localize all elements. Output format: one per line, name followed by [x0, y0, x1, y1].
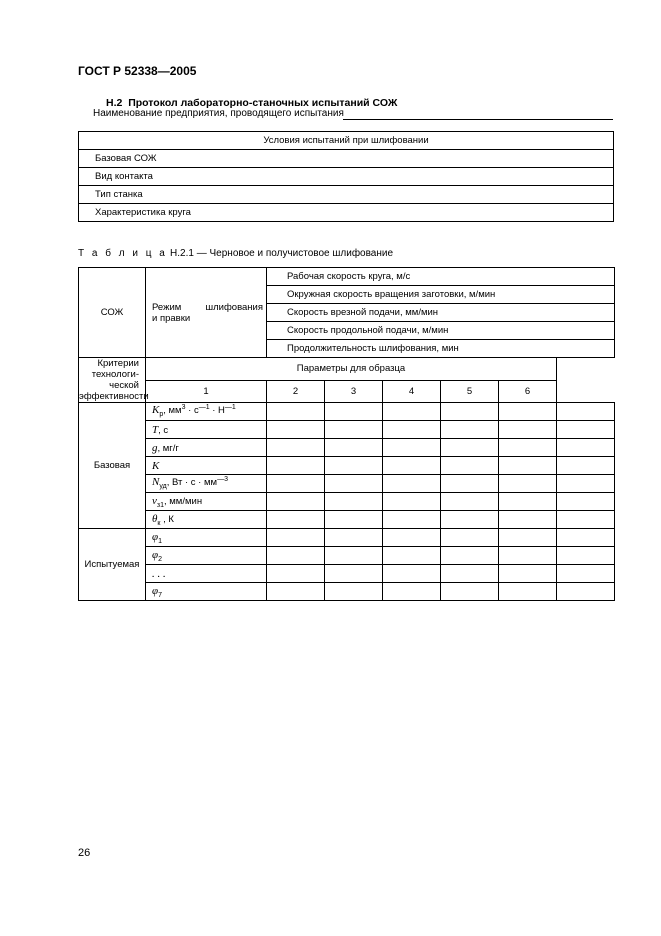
- value-cell: [441, 547, 499, 565]
- parameter-sym: φ: [152, 548, 159, 561]
- value-cell: [441, 439, 499, 457]
- value-cell: [441, 511, 499, 529]
- value-cell: [267, 403, 325, 421]
- parameter-cell: [146, 457, 267, 475]
- criteria-header: [79, 358, 149, 403]
- parameter-sub: з1: [156, 501, 164, 509]
- value-cell: [557, 457, 615, 475]
- value-cell: [499, 511, 557, 529]
- parameter-rest3: · Н: [209, 405, 225, 417]
- parameter-cell: [146, 403, 267, 421]
- value-cell: [441, 493, 499, 511]
- value-cell: [557, 475, 615, 493]
- value-cell: [499, 547, 557, 565]
- value-cell: [557, 439, 615, 457]
- parameter-sym: K: [152, 404, 160, 417]
- parameter-sub: уд: [159, 483, 167, 491]
- mode-param: Окружная скорость вращения заготовки, м/мин: [267, 286, 615, 304]
- parameter-sup1: —3: [217, 476, 228, 484]
- parameter-sup3: —1: [224, 404, 236, 412]
- table-row: [79, 583, 615, 601]
- value-cell: [325, 457, 383, 475]
- value-cell: [325, 583, 383, 601]
- value-cell: [557, 583, 615, 601]
- parameter-cell: [146, 547, 267, 565]
- parameter-sym: T: [152, 423, 159, 436]
- value-cell: [383, 565, 441, 583]
- parameter-cell: [146, 421, 267, 439]
- value-cell: [325, 475, 383, 493]
- section-number: Н.2: [106, 97, 123, 109]
- mode-param: Продолжительность шлифования, мин: [267, 340, 615, 358]
- condition-row: Базовая СОЖ: [79, 150, 614, 168]
- mode-label-word: Режим: [152, 301, 182, 313]
- parameter-cell: [146, 529, 267, 547]
- value-cell: [499, 493, 557, 511]
- value-cell: [499, 529, 557, 547]
- section-name: Протокол лабораторно-станочных испытаний СОЖ: [128, 97, 398, 109]
- conditions-heading: Условия испытаний при шлифовании: [79, 132, 614, 150]
- value-cell: [267, 421, 325, 439]
- value-cell: [557, 565, 615, 583]
- value-cell: [325, 547, 383, 565]
- parameter-sym: φ: [152, 584, 159, 597]
- table-row: [79, 403, 615, 421]
- mode-param: Рабочая скорость круга, м/с: [267, 268, 615, 286]
- value-cell: [325, 511, 383, 529]
- value-cell: [267, 493, 325, 511]
- page-number: 26: [78, 847, 91, 859]
- parameter-sym: N: [152, 476, 160, 489]
- sample-number: 5: [441, 380, 499, 403]
- value-cell: [325, 403, 383, 421]
- parameter-sup1: 3: [181, 404, 186, 412]
- value-cell: [267, 475, 325, 493]
- sample-number: 2: [267, 380, 325, 403]
- value-cell: [383, 403, 441, 421]
- value-cell: [557, 421, 615, 439]
- value-cell: [325, 493, 383, 511]
- parameter-rest: , мм/мин: [164, 495, 203, 507]
- value-cell: [383, 439, 441, 457]
- parameter-rest: , Вт · с · мм: [166, 477, 218, 489]
- value-cell: [441, 529, 499, 547]
- parameter-rest: , мг/г: [157, 442, 179, 454]
- value-cell: [557, 529, 615, 547]
- table-row: [79, 529, 615, 547]
- caption-text: Н.2.1 — Черновое и получистовое шлифование: [167, 248, 394, 259]
- value-cell: [325, 439, 383, 457]
- organization-fill-line: [343, 119, 613, 120]
- parameter-rest: , с: [158, 424, 169, 436]
- mode-param: Скорость врезной подачи, мм/мин: [267, 304, 615, 322]
- parameter-sym: . . .: [152, 567, 166, 580]
- sample-number: 3: [325, 380, 383, 403]
- parameter-sub: 1: [158, 537, 162, 545]
- value-cell: [499, 475, 557, 493]
- table-row: [79, 565, 615, 583]
- table-row: [79, 493, 615, 511]
- value-cell: [325, 529, 383, 547]
- value-cell: [267, 511, 325, 529]
- caption-prefix: Т а б л и ц а: [78, 248, 168, 259]
- mode-header: [146, 268, 267, 358]
- test-group-label: Испытуемая: [79, 529, 146, 601]
- table-row: [79, 511, 615, 529]
- parameter-sub: р: [159, 411, 164, 419]
- mode-label-word: шлифования: [205, 301, 263, 313]
- value-cell: [499, 565, 557, 583]
- document-header: ГОСТ Р 52338—2005: [78, 64, 197, 78]
- value-cell: [267, 565, 325, 583]
- table-row: [79, 547, 615, 565]
- parameter-sym: v: [152, 494, 157, 507]
- organization-label: Наименование предприятия, проводящего испытания: [93, 108, 344, 119]
- table-row: [79, 457, 615, 475]
- parameter-cell: [146, 565, 267, 583]
- value-cell: [441, 583, 499, 601]
- value-cell: [499, 457, 557, 475]
- sample-number: 1: [146, 380, 267, 403]
- parameter-cell: [146, 511, 267, 529]
- conditions-table: [78, 131, 614, 222]
- value-cell: [383, 529, 441, 547]
- value-cell: [383, 475, 441, 493]
- criteria-label: Критерии технологи-: [91, 358, 139, 380]
- parameter-sym: g: [152, 441, 158, 454]
- parameter-sym: K: [152, 459, 160, 472]
- table-row: [79, 421, 615, 439]
- parameter-cell: [146, 583, 267, 601]
- value-cell: [441, 457, 499, 475]
- table-row: [79, 475, 615, 493]
- value-cell: [499, 403, 557, 421]
- value-cell: [499, 421, 557, 439]
- base-group-label: Базовая: [79, 403, 146, 529]
- parameter-cell: [146, 493, 267, 511]
- mode-param: Скорость продольной подачи, м/мин: [267, 322, 615, 340]
- mode-label-word: и правки: [152, 312, 191, 324]
- parameter-rest: , К: [160, 513, 174, 525]
- value-cell: [267, 439, 325, 457]
- value-cell: [557, 547, 615, 565]
- value-cell: [267, 547, 325, 565]
- parameter-rest2: · с: [185, 405, 199, 417]
- parameter-sub: 2: [158, 555, 162, 563]
- value-cell: [383, 493, 441, 511]
- value-cell: [499, 439, 557, 457]
- value-cell: [383, 511, 441, 529]
- sample-number: 6: [499, 380, 557, 403]
- parameter-sym: φ: [152, 530, 159, 543]
- value-cell: [557, 403, 615, 421]
- value-cell: [267, 529, 325, 547]
- parameter-sub: 7: [158, 591, 162, 599]
- value-cell: [557, 511, 615, 529]
- grinding-table: [78, 267, 615, 601]
- table-row: [79, 439, 615, 457]
- condition-row: Вид контакта: [79, 168, 614, 186]
- parameter-sup2: —1: [198, 404, 210, 412]
- condition-row: Тип станка: [79, 186, 614, 204]
- condition-row: Характеристика круга: [79, 204, 614, 222]
- table-caption: [78, 248, 393, 259]
- value-cell: [267, 583, 325, 601]
- value-cell: [441, 475, 499, 493]
- criteria-label: ческой эффективности: [79, 380, 149, 402]
- parameter-sym: θ: [152, 512, 158, 525]
- value-cell: [325, 421, 383, 439]
- value-cell: [557, 493, 615, 511]
- samples-header: Параметры для образца: [146, 358, 557, 381]
- value-cell: [383, 547, 441, 565]
- sample-number: 4: [383, 380, 441, 403]
- value-cell: [499, 583, 557, 601]
- value-cell: [383, 583, 441, 601]
- parameter-cell: [146, 475, 267, 493]
- value-cell: [441, 403, 499, 421]
- value-cell: [267, 457, 325, 475]
- value-cell: [383, 421, 441, 439]
- soz-header: СОЖ: [79, 268, 146, 358]
- value-cell: [325, 565, 383, 583]
- value-cell: [441, 565, 499, 583]
- value-cell: [383, 457, 441, 475]
- value-cell: [441, 421, 499, 439]
- parameter-rest: , мм: [163, 405, 182, 417]
- parameter-cell: [146, 439, 267, 457]
- parameter-sub: к: [157, 519, 161, 527]
